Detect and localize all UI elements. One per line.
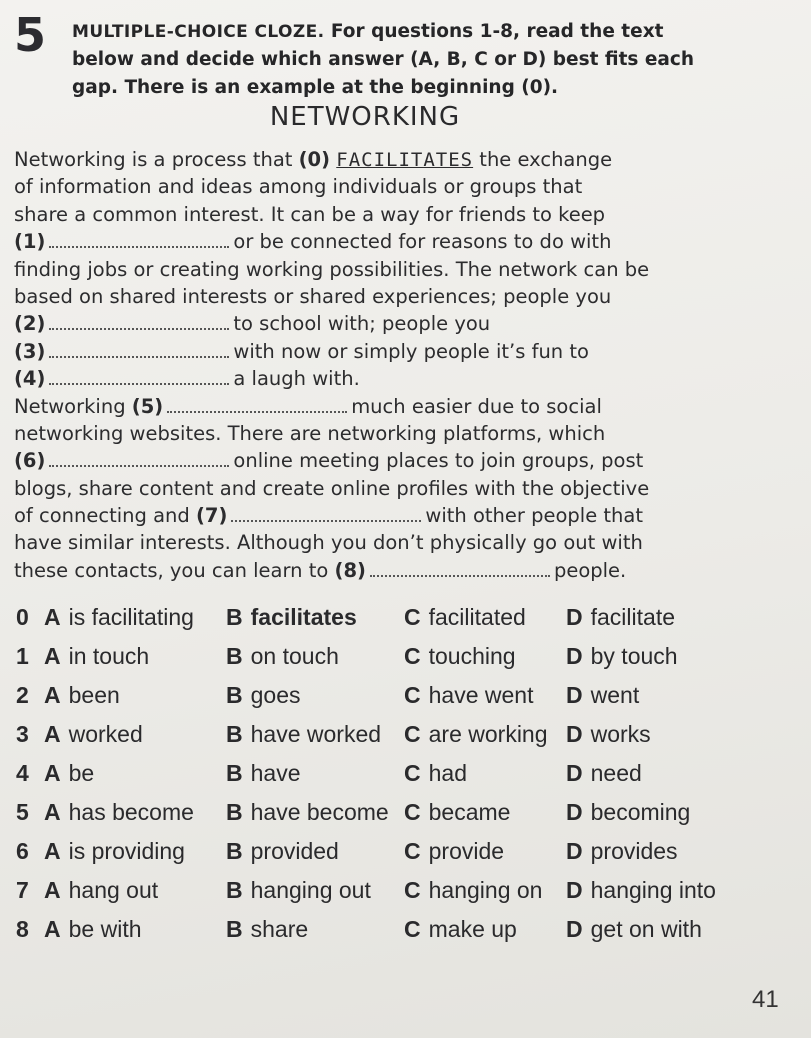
- question-row-1: [0, 637, 811, 676]
- instructions-line-2: below and decide which answer (A, B, C or D) best fits each: [72, 49, 695, 70]
- option-c[interactable]: [404, 838, 504, 865]
- option-c[interactable]: [404, 643, 516, 670]
- gap-1-blank[interactable]: [49, 232, 229, 248]
- text-line: Networking is a process that (0) FACILITATES the exchange: [14, 148, 613, 171]
- question-number: 1: [16, 643, 29, 669]
- option-text: facilitated: [428, 604, 526, 630]
- option-text: on touch: [250, 643, 339, 669]
- option-letter: D: [566, 643, 583, 669]
- option-d[interactable]: [566, 682, 639, 709]
- option-b[interactable]: [226, 877, 371, 904]
- option-text: provided: [250, 838, 339, 864]
- option-letter: C: [404, 604, 421, 630]
- option-a[interactable]: [44, 799, 194, 826]
- option-letter: A: [44, 799, 61, 825]
- option-b[interactable]: [226, 643, 339, 670]
- cloze-text: [14, 146, 714, 584]
- option-a[interactable]: [44, 877, 158, 904]
- option-text: facilitate: [590, 604, 675, 630]
- option-c[interactable]: [404, 682, 533, 709]
- option-text: has become: [68, 799, 194, 825]
- option-text: make up: [428, 916, 517, 942]
- option-text: is facilitating: [68, 604, 194, 630]
- option-letter: B: [226, 838, 243, 864]
- question-number: 4: [16, 760, 29, 786]
- option-text: provides: [590, 838, 678, 864]
- option-d[interactable]: [566, 760, 642, 787]
- option-d[interactable]: [566, 721, 651, 748]
- gap-4-number: (4): [14, 367, 46, 391]
- text-title: NETWORKING: [269, 102, 461, 132]
- option-b[interactable]: [226, 682, 301, 709]
- option-a[interactable]: [44, 682, 120, 709]
- gap-7-number: (7): [195, 504, 228, 528]
- option-letter: B: [226, 721, 243, 747]
- option-letter: C: [404, 838, 421, 864]
- option-text: becoming: [590, 799, 691, 825]
- option-letter: D: [566, 760, 583, 786]
- option-text: be: [68, 760, 95, 786]
- option-letter: A: [44, 604, 61, 630]
- text-line: (3) with now or simply people it’s fun to: [14, 339, 589, 363]
- option-c[interactable]: [404, 877, 542, 904]
- option-text: be with: [68, 916, 142, 942]
- text-line: of information and ideas among individuals or groups that: [14, 175, 583, 199]
- option-c[interactable]: [404, 604, 526, 631]
- text-line: (6) online meeting places to join groups, post: [14, 449, 644, 473]
- option-letter: C: [404, 760, 421, 786]
- gap-8-blank[interactable]: [370, 561, 550, 577]
- option-text: works: [590, 721, 651, 747]
- question-number: 8: [16, 916, 29, 942]
- option-text: have: [250, 760, 301, 786]
- option-letter: D: [566, 916, 583, 942]
- option-d[interactable]: [566, 877, 716, 904]
- option-text: is providing: [68, 838, 185, 864]
- gap-5-number: (5): [131, 394, 164, 418]
- option-letter: A: [44, 916, 61, 942]
- option-b[interactable]: [226, 916, 308, 943]
- gap-3-number: (3): [14, 339, 46, 363]
- option-d[interactable]: [566, 643, 678, 670]
- option-letter: A: [44, 877, 61, 903]
- option-text: provide: [428, 838, 505, 864]
- option-text: became: [428, 799, 511, 825]
- option-letter: B: [226, 877, 243, 903]
- option-letter: C: [404, 799, 421, 825]
- text-line: these contacts, you can learn to (8) people.: [14, 558, 627, 582]
- question-row-4: [0, 754, 811, 793]
- question-number: 0: [16, 604, 29, 630]
- text-line: finding jobs or creating working possibilities. The network can be: [14, 257, 650, 281]
- option-text: share: [250, 916, 309, 942]
- option-c[interactable]: [404, 760, 467, 787]
- option-b[interactable]: [226, 838, 339, 865]
- text-line: share a common interest. It can be a way for friends to keep: [14, 202, 606, 226]
- option-text: hang out: [68, 877, 159, 903]
- option-text: hanging on: [428, 877, 543, 903]
- gap-5-blank[interactable]: [167, 397, 347, 413]
- option-letter: B: [226, 916, 243, 942]
- option-letter: A: [44, 682, 61, 708]
- option-letter: B: [226, 682, 243, 708]
- gap-6-blank[interactable]: [49, 451, 229, 467]
- option-text: hanging into: [590, 877, 716, 903]
- option-letter: D: [566, 604, 583, 630]
- option-text: have worked: [250, 721, 382, 747]
- option-letter: D: [566, 799, 583, 825]
- text-line: (2) to school with; people you: [14, 312, 491, 336]
- gap-2-number: (2): [14, 312, 46, 336]
- option-text: worked: [68, 721, 143, 747]
- question-number: 5: [16, 799, 29, 825]
- option-letter: D: [566, 877, 583, 903]
- text-line: networking websites. There are networking platforms, which: [14, 421, 606, 445]
- option-letter: C: [404, 682, 421, 708]
- text-line: Networking (5) much easier due to social: [14, 394, 602, 418]
- option-text: hanging out: [250, 877, 371, 903]
- text-line: have similar interests. Although you don’t physically go out with: [14, 531, 643, 555]
- option-text: have become: [250, 799, 389, 825]
- option-letter: C: [404, 643, 421, 669]
- option-letter: C: [404, 721, 421, 747]
- question-number: 6: [16, 838, 29, 864]
- option-c[interactable]: [404, 799, 510, 826]
- option-a[interactable]: [44, 838, 185, 865]
- answer-options: [0, 598, 811, 949]
- option-letter: A: [44, 838, 61, 864]
- option-text: facilitates: [250, 604, 357, 630]
- option-letter: B: [226, 643, 243, 669]
- option-text: by touch: [590, 643, 678, 669]
- option-b[interactable]: [226, 604, 357, 631]
- option-a[interactable]: [44, 604, 194, 631]
- option-text: been: [68, 682, 120, 708]
- option-letter: D: [566, 721, 583, 747]
- option-b[interactable]: [226, 799, 389, 826]
- option-letter: C: [404, 877, 421, 903]
- option-text: went: [590, 682, 640, 708]
- option-text: need: [590, 760, 642, 786]
- gap-8-number: (8): [334, 558, 366, 582]
- question-row-5: [0, 793, 811, 832]
- option-letter: A: [44, 643, 61, 669]
- option-a[interactable]: [44, 721, 143, 748]
- gap-1-number: (1): [14, 230, 46, 254]
- option-text: get on with: [590, 916, 702, 942]
- question-row-3: [0, 715, 811, 754]
- text-line: blogs, share content and create online profiles with the objective: [14, 476, 650, 500]
- gap-2-blank[interactable]: [49, 314, 229, 330]
- option-letter: D: [566, 838, 583, 864]
- question-row-8: [0, 910, 811, 949]
- option-d[interactable]: [566, 838, 678, 865]
- page-number: 41: [752, 986, 779, 1013]
- option-c[interactable]: [404, 721, 548, 748]
- option-letter: C: [404, 916, 421, 942]
- text-line: (1) or be connected for reasons to do with: [14, 230, 612, 254]
- instructions-line-1: For questions 1-8, read the text: [330, 21, 664, 42]
- example-answer: FACILITATES: [336, 149, 474, 171]
- option-b[interactable]: [226, 760, 301, 787]
- option-text: had: [428, 760, 467, 786]
- question-row-0: [0, 598, 811, 637]
- option-a[interactable]: [44, 916, 142, 943]
- gap-3-blank[interactable]: [49, 342, 229, 358]
- text-line: (4) a laugh with.: [14, 367, 360, 391]
- option-letter: A: [44, 760, 61, 786]
- gap-6-number: (6): [14, 449, 46, 473]
- text-line: based on shared interests or shared experiences; people you: [14, 284, 612, 308]
- exercise-number: 5: [14, 8, 47, 62]
- option-a[interactable]: [44, 643, 149, 670]
- option-text: goes: [250, 682, 301, 708]
- instructions-lead: MULTIPLE-CHOICE CLOZE.: [72, 22, 325, 42]
- question-row-6: [0, 832, 811, 871]
- option-letter: B: [226, 604, 243, 630]
- question-number: 2: [16, 682, 29, 708]
- instructions: [72, 18, 772, 102]
- question-number: 7: [16, 877, 29, 903]
- option-b[interactable]: [226, 721, 381, 748]
- option-text: are working: [428, 721, 548, 747]
- gap-0-number: (0): [298, 148, 331, 171]
- option-a[interactable]: [44, 760, 94, 787]
- option-letter: B: [226, 760, 243, 786]
- question-row-7: [0, 871, 811, 910]
- option-text: in touch: [68, 643, 150, 669]
- option-d[interactable]: [566, 604, 675, 631]
- instructions-line-3: gap. There is an example at the beginning (0).: [72, 77, 559, 98]
- option-letter: B: [226, 799, 243, 825]
- text-line: of connecting and (7) with other people that: [14, 504, 644, 528]
- option-d[interactable]: [566, 916, 702, 943]
- question-row-2: [0, 676, 811, 715]
- option-c[interactable]: [404, 916, 517, 943]
- option-text: touching: [428, 643, 516, 669]
- option-letter: D: [566, 682, 583, 708]
- gap-7-blank[interactable]: [231, 506, 421, 522]
- option-letter: A: [44, 721, 61, 747]
- gap-4-blank[interactable]: [49, 369, 229, 385]
- option-text: have went: [428, 682, 534, 708]
- question-number: 3: [16, 721, 29, 747]
- option-d[interactable]: [566, 799, 690, 826]
